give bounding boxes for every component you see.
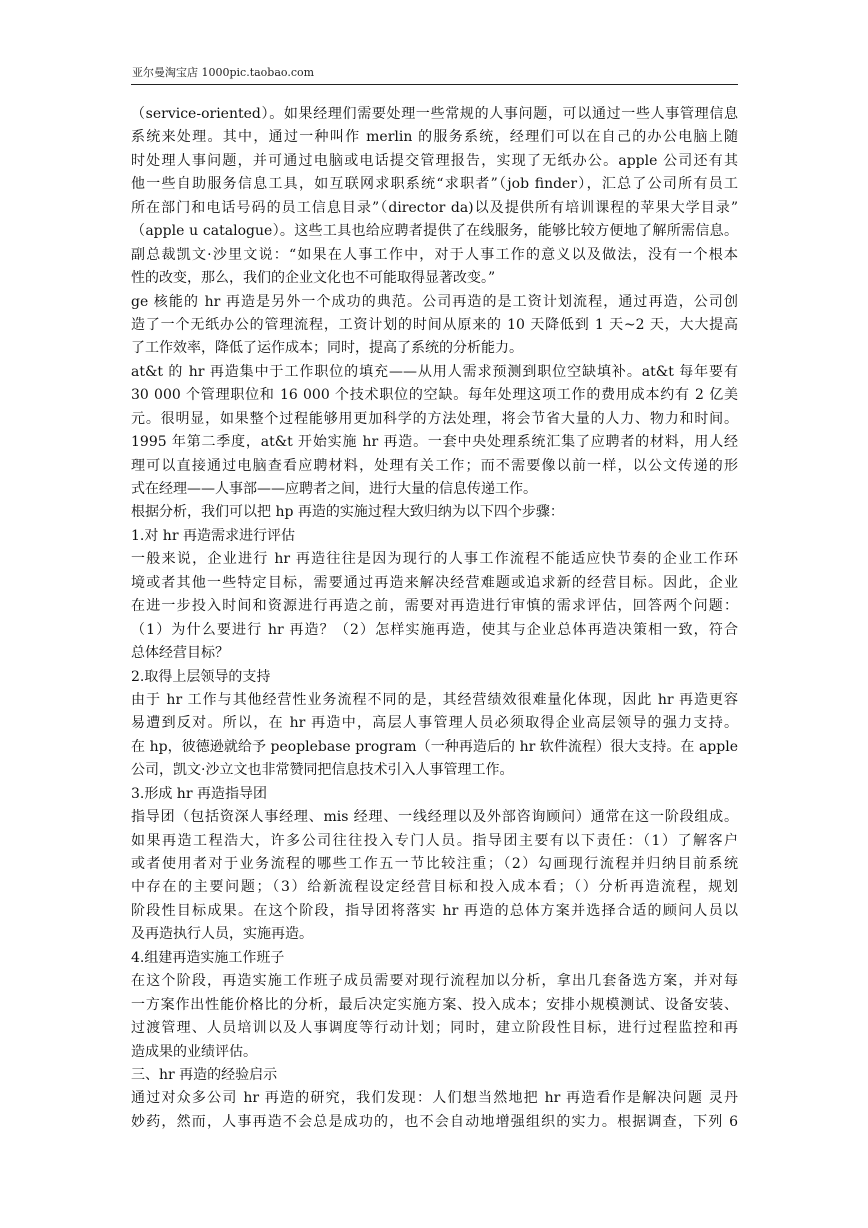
text-line: 1995 年第二季度，at&t 开始实施 hr 再造。一套中央处理系统汇集了应聘者的材料，用人经 [131,434,738,451]
text-line: 在 hp，彼德逊就给予 peoplebase program（一种再造后的 hr 软件流程）很大支持。在 apple [131,738,738,755]
text-line: 造了一个无纸办公的管理流程，工资计划的时间从原来的 10 天降低到 1 天~2 天，大大提高 [131,316,738,333]
text-line: 造成果的业绩评估。 [131,1043,257,1060]
text-line: 阶段性目标成果。在这个阶段，指导团将落实 hr 再造的总体方案并选择合适的顾问人员以 [131,902,738,919]
text-line: 3.形成 hr 再造指导团 [131,785,267,802]
text-line: 妙药，然而，人事再造不会总是成功的，也不会自动地增强组织的实力。根据调查，下列 6 [131,1113,738,1130]
text-line: 式在经理——人事部——应聘者之间，进行大量的信息传递工作。 [131,481,537,497]
text-line: 系统来处理。其中，通过一种叫作 merlin 的服务系统，经理们可以在自己的办公电脑上随 [131,129,738,146]
text-line: 如果再造工程浩大，许多公司往往投入专门人员。指导团主要有以下责任：（1）了解客户 [131,832,738,849]
text-line: 一般来说，企业进行 hr 再造往往是因为现行的人事工作流程不能适应快节奏的企业工作环 [131,551,738,568]
text-line: 性的改变，那么，我们的企业文化也不可能取得显著改变。” [131,270,496,287]
text-line: 副总裁凯文·沙里文说：“如果在人事工作中，对于人事工作的意义以及做法，没有一个根本 [131,246,738,263]
text-line: 由于 hr 工作与其他经营性业务流程不同的是，其经营绩效很难量化体现，因此 hr 再造更容 [131,691,738,708]
text-line: 1.对 hr 再造需求进行评估 [131,527,295,544]
text-line: 30 000 个管理职位和 16 000 个技术职位的空缺。每年处理这项工作的费用成本约有 2 亿美 [131,387,738,404]
text-line: 在进一步投入时间和资源进行再造之前，需要对再造进行审慎的需求评估，回答两个问题： [131,598,738,615]
header-text: 亚尔曼淘宝店 1000pic.taobao.com [132,66,315,79]
document-body [131,103,738,1134]
page-header [131,62,738,85]
text-line: 通过对众多公司 hr 再造的研究，我们发现：人们想当然地把 hr 再造看作是解决问题 灵丹 [131,1090,738,1107]
text-line: 境或者其他一些特定目标，需要通过再造来解决经营难题或追求新的经营目标。因此，企业 [131,574,738,591]
text-line: 三、hr 再造的经验启示 [131,1066,278,1083]
text-line: 时处理人事问题，并可通过电脑或电话提交管理报告，实现了无纸办公。apple 公司还有其 [131,152,738,169]
text-line: ge 核能的 hr 再造是另外一个成功的典范。公司再造的是工资计划流程，通过再造，公司创 [131,293,738,310]
text-line: 指导团（包括资深人事经理、mis 经理、一线经理以及外部咨询顾问）通常在这一阶段组成。 [131,809,738,826]
text-line: 根据分析，我们可以把 hp 再造的实施过程大致归纳为以下四个步骤： [131,504,564,521]
text-line: 总体经营目标？ [131,645,229,662]
text-line: 在这个阶段，再造实施工作班子成员需要对现行流程加以分析，拿出几套备选方案，并对每 [131,973,738,990]
text-line: 或者使用者对于业务流程的哪些工作五一节比较注重；（2）勾画现行流程并归纳目前系统 [131,856,738,872]
text-line: 及再造执行人员，实施再造。 [131,926,313,943]
text-line: 易遭到反对。所以，在 hr 再造中，高层人事管理人员必须取得企业高层领导的强力支持。 [131,715,738,732]
text-line: 中存在的主要问题；（3）给新流程设定经营目标和投入成本看；（）分析再造流程，规划 [131,879,738,896]
text-line: 过渡管理、人员培训以及人事调度等行动计划；同时，建立阶段性目标，进行过程监控和再 [131,1020,738,1037]
text-line: 一方案作出性能价格比的分析，最后决定实施方案、投入成本；安排小规模测试、设备安装、 [131,996,738,1013]
text-line: 所在部门和电话号码的员工信息目录”（director da)以及提供所有培训课程的苹果大学目录” [131,199,738,216]
text-line: at&t 的 hr 再造集中于工作职位的填充——从用人需求预测到职位空缺填补。at&t 每年要有 [131,363,738,380]
text-line: 元。很明显，如果整个过程能够用更加科学的方法处理，将会节省大量的人力、物力和时间。 [131,410,738,427]
text-line: （apple u catalogue）。这些工具也给应聘者提供了在线服务，能够比较方便地了解所需信息。 [131,223,738,240]
text-line: 他一些自助服务信息工具，如互联网求职系统“求职者”（job finder），汇总了公司所有员工 [131,176,738,193]
text-line: 了工作效率，降低了运作成本；同时，提高了系统的分析能力。 [131,340,523,357]
text-line: 2.取得上层领导的支持 [131,668,271,685]
text-line: （service-oriented）。如果经理们需要处理一些常规的人事问题，可以通过一些人事管理信息 [131,106,738,122]
text-line: （1）为什么要进行 hr 再造？（2）怎样实施再造，使其与企业总体再造决策相一致，符合 [131,621,738,638]
text-line: 公司，凯文·沙立文也非常赞同把信息技术引入人事管理工作。 [131,762,514,779]
text-line: 4.组建再造实施工作班子 [131,949,285,966]
text-line: 理可以直接通过电脑查看应聘材料，处理有关工作；而不需要像以前一样，以公文传递的形 [131,457,738,474]
